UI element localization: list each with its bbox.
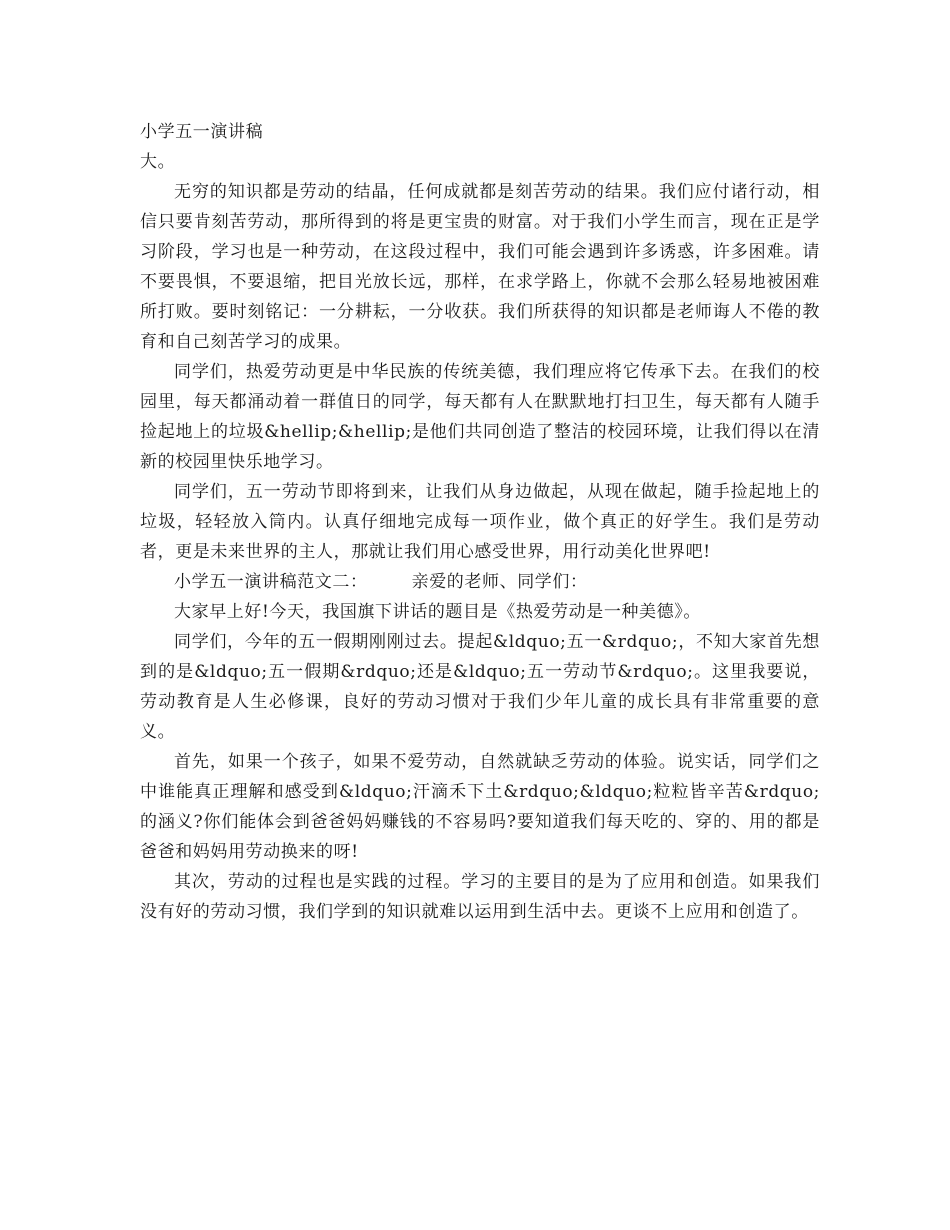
- document-title: 小学五一演讲稿: [140, 122, 264, 142]
- paragraph-greeting: 大家早上好!今天，我国旗下讲话的题目是《热爱劳动是一种美德》。: [174, 602, 701, 622]
- paragraph-knowledge: 无穷的知识都是劳动的结晶，任何成就都是刻苦劳动的结果。我们应付诸行动，相信只要肯刻苦劳动，那所得到的将是更宝贵的财富。对于我们小学生而言，现在正是学习阶段，学习也是一种劳动，在这段过程中，我们可能会遇到许多诱惑，许多困难。请不要畏惧，不要退缩，把目光放长远，那样，在求学路上，你就不会那么轻易地被困难所打败。要时刻铭记：一分耕耘，一分收获。我们所获得的知识都是老师诲人不倦的教育和自己刻苦学习的成果。: [140, 182, 820, 352]
- salutation: 亲爱的老师、同学们：: [411, 572, 588, 592]
- paragraph-holiday: 同学们，今年的五一假期刚刚过去。提起&ldquo;五一&rdquo;，不知大家首先想到的是&ldquo;五一假期&rdquo;还是&ldquo;五一劳动节&rdquo;。这里我要说，劳动教育是人生必修课，良好的劳动习惯对于我们少年儿童的成长具有非常重要的意义。: [140, 632, 820, 742]
- paragraph-second: 其次，劳动的过程也是实践的过程。学习的主要目的是为了应用和创造。如果我们没有好的劳动习惯，我们学到的知识就难以运用到生活中去。更谈不上应用和创造了。: [140, 872, 820, 922]
- paragraph-labor-day: 同学们，五一劳动节即将到来，让我们从身边做起，从现在做起，随手捡起地上的垃圾，轻轻放入筒内。认真仔细地完成每一项作业，做个真正的好学生。我们是劳动者，更是未来世界的主人，那就让我们用心感受世界，用行动美化世界吧!: [140, 482, 820, 562]
- section-title: 小学五一演讲稿范文二：: [174, 572, 368, 592]
- paragraph-tradition: 同学们，热爱劳动更是中华民族的传统美德，我们理应将它传承下去。在我们的校园里，每天都涌动着一群值日的同学，每天都有人在默默地打扫卫生，每天都有人随手捡起地上的垃圾&hellip;&hellip;是他们共同创造了整洁的校园环境，让我们得以在清新的校园里快乐地学习。: [140, 362, 820, 472]
- document-body: [140, 117, 820, 927]
- section-heading-line: [140, 567, 820, 597]
- paragraph-first: 首先，如果一个孩子，如果不爱劳动，自然就缺乏劳动的体验。说实话，同学们之中谁能真正理解和感受到&ldquo;汗滴禾下土&rdquo;&ldquo;粒粒皆辛苦&rdquo;的涵义?你们能体会到爸爸妈妈赚钱的不容易吗?要知道我们每天吃的、穿的、用的都是爸爸和妈妈用劳动换来的呀!: [140, 752, 820, 862]
- text-fragment: 大。: [140, 152, 176, 172]
